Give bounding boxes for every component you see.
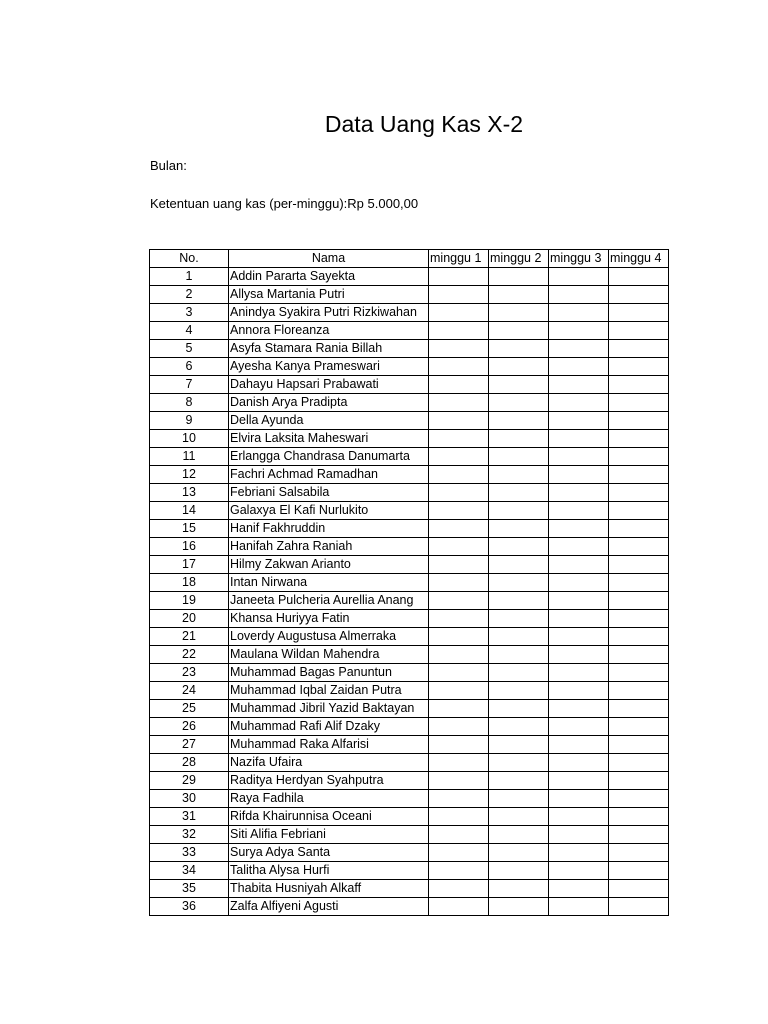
cell-minggu-3[interactable] [549, 304, 609, 322]
table-row [150, 538, 669, 556]
cell-minggu-1[interactable] [429, 268, 489, 286]
cell-minggu-1[interactable] [429, 664, 489, 682]
cell-minggu-3[interactable] [549, 844, 609, 862]
cell-minggu-4[interactable] [609, 322, 669, 340]
cell-no: 5 [150, 340, 229, 358]
cell-minggu-1[interactable] [429, 484, 489, 502]
cell-no: 17 [150, 556, 229, 574]
cell-nama: Hilmy Zakwan Arianto [229, 556, 429, 574]
cell-nama: Muhammad Bagas Panuntun [229, 664, 429, 682]
cell-nama: Maulana Wildan Mahendra [229, 646, 429, 664]
cell-minggu-3[interactable] [549, 880, 609, 898]
cell-minggu-1[interactable] [429, 790, 489, 808]
cell-minggu-3[interactable] [549, 682, 609, 700]
table-row [150, 898, 669, 916]
table-row [150, 844, 669, 862]
cell-nama: Muhammad Iqbal Zaidan Putra [229, 682, 429, 700]
cell-minggu-4[interactable] [609, 772, 669, 790]
cell-minggu-3[interactable] [549, 718, 609, 736]
table-row [150, 826, 669, 844]
cell-no: 32 [150, 826, 229, 844]
cell-no: 23 [150, 664, 229, 682]
cell-minggu-2[interactable] [489, 808, 549, 826]
cell-minggu-1[interactable] [429, 304, 489, 322]
cell-minggu-4[interactable] [609, 628, 669, 646]
cell-minggu-4[interactable] [609, 394, 669, 412]
cell-minggu-1[interactable] [429, 826, 489, 844]
table-row [150, 466, 669, 484]
cell-minggu-2[interactable] [489, 592, 549, 610]
cell-minggu-2[interactable] [489, 502, 549, 520]
kas-table [149, 249, 669, 916]
table-row [150, 628, 669, 646]
cell-minggu-2[interactable] [489, 790, 549, 808]
bulan-label: Bulan: [150, 158, 187, 173]
cell-minggu-4[interactable] [609, 664, 669, 682]
cell-minggu-1[interactable] [429, 466, 489, 484]
cell-minggu-2[interactable] [489, 556, 549, 574]
cell-nama: Asyfa Stamara Rania Billah [229, 340, 429, 358]
cell-minggu-4[interactable] [609, 862, 669, 880]
cell-minggu-2[interactable] [489, 826, 549, 844]
cell-nama: Galaxya El Kafi Nurlukito [229, 502, 429, 520]
cell-minggu-3[interactable] [549, 772, 609, 790]
cell-minggu-2[interactable] [489, 772, 549, 790]
cell-no: 6 [150, 358, 229, 376]
cell-no: 14 [150, 502, 229, 520]
table-row [150, 700, 669, 718]
ketentuan-label: Ketentuan uang kas (per-minggu):Rp 5.000,00 [150, 196, 419, 211]
cell-minggu-1[interactable] [429, 754, 489, 772]
cell-nama: Rifda Khairunnisa Oceani [229, 808, 429, 826]
cell-no: 1 [150, 268, 229, 286]
table-row [150, 556, 669, 574]
cell-minggu-2[interactable] [489, 466, 549, 484]
cell-minggu-1[interactable] [429, 700, 489, 718]
cell-minggu-1[interactable] [429, 628, 489, 646]
cell-minggu-3[interactable] [549, 502, 609, 520]
cell-minggu-3[interactable] [549, 646, 609, 664]
cell-minggu-1[interactable] [429, 736, 489, 754]
cell-minggu-1[interactable] [429, 772, 489, 790]
table-row [150, 430, 669, 448]
cell-no: 26 [150, 718, 229, 736]
cell-minggu-4[interactable] [609, 646, 669, 664]
cell-minggu-4[interactable] [609, 358, 669, 376]
cell-minggu-2[interactable] [489, 340, 549, 358]
cell-minggu-4[interactable] [609, 592, 669, 610]
cell-no: 35 [150, 880, 229, 898]
cell-no: 3 [150, 304, 229, 322]
cell-nama: Zalfa Alfiyeni Agusti [229, 898, 429, 916]
cell-no: 31 [150, 808, 229, 826]
header-minggu-1: minggu 1 [429, 250, 489, 268]
cell-no: 19 [150, 592, 229, 610]
cell-no: 21 [150, 628, 229, 646]
cell-minggu-1[interactable] [429, 376, 489, 394]
cell-nama: Hanif Fakhruddin [229, 520, 429, 538]
cell-minggu-3[interactable] [549, 808, 609, 826]
cell-minggu-2[interactable] [489, 754, 549, 772]
cell-minggu-2[interactable] [489, 286, 549, 304]
cell-no: 9 [150, 412, 229, 430]
table-row [150, 880, 669, 898]
cell-no: 16 [150, 538, 229, 556]
cell-minggu-3[interactable] [549, 268, 609, 286]
cell-minggu-2[interactable] [489, 844, 549, 862]
cell-minggu-3[interactable] [549, 466, 609, 484]
cell-no: 22 [150, 646, 229, 664]
cell-minggu-2[interactable] [489, 736, 549, 754]
cell-no: 20 [150, 610, 229, 628]
cell-minggu-2[interactable] [489, 862, 549, 880]
cell-no: 2 [150, 286, 229, 304]
cell-nama: Nazifa Ufaira [229, 754, 429, 772]
table-row [150, 610, 669, 628]
cell-minggu-1[interactable] [429, 592, 489, 610]
cell-minggu-2[interactable] [489, 700, 549, 718]
table-row [150, 484, 669, 502]
header-nama: Nama [229, 250, 429, 268]
cell-minggu-1[interactable] [429, 898, 489, 916]
cell-minggu-2[interactable] [489, 682, 549, 700]
table-row [150, 736, 669, 754]
cell-minggu-3[interactable] [549, 610, 609, 628]
cell-minggu-4[interactable] [609, 340, 669, 358]
cell-minggu-4[interactable] [609, 574, 669, 592]
cell-minggu-1[interactable] [429, 394, 489, 412]
table-row [150, 340, 669, 358]
cell-minggu-3[interactable] [549, 826, 609, 844]
cell-minggu-2[interactable] [489, 898, 549, 916]
cell-minggu-4[interactable] [609, 880, 669, 898]
table-row [150, 322, 669, 340]
cell-minggu-2[interactable] [489, 718, 549, 736]
table-row [150, 412, 669, 430]
table-row [150, 502, 669, 520]
cell-nama: Raya Fadhila [229, 790, 429, 808]
cell-minggu-3[interactable] [549, 628, 609, 646]
cell-no: 15 [150, 520, 229, 538]
cell-minggu-1[interactable] [429, 862, 489, 880]
cell-nama: Janeeta Pulcheria Aurellia Anang [229, 592, 429, 610]
cell-no: 30 [150, 790, 229, 808]
cell-minggu-3[interactable] [549, 358, 609, 376]
table-row [150, 754, 669, 772]
table-row [150, 358, 669, 376]
cell-minggu-2[interactable] [489, 430, 549, 448]
cell-minggu-4[interactable] [609, 502, 669, 520]
cell-minggu-1[interactable] [429, 844, 489, 862]
cell-nama: Addin Pararta Sayekta [229, 268, 429, 286]
cell-minggu-3[interactable] [549, 412, 609, 430]
cell-nama: Muhammad Jibril Yazid Baktayan [229, 700, 429, 718]
cell-nama: Siti Alifia Febriani [229, 826, 429, 844]
cell-minggu-1[interactable] [429, 412, 489, 430]
cell-minggu-1[interactable] [429, 340, 489, 358]
cell-minggu-1[interactable] [429, 520, 489, 538]
cell-nama: Raditya Herdyan Syahputra [229, 772, 429, 790]
cell-minggu-2[interactable] [489, 628, 549, 646]
cell-minggu-3[interactable] [549, 862, 609, 880]
cell-minggu-1[interactable] [429, 358, 489, 376]
cell-no: 25 [150, 700, 229, 718]
cell-minggu-4[interactable] [609, 466, 669, 484]
cell-minggu-4[interactable] [609, 700, 669, 718]
cell-no: 10 [150, 430, 229, 448]
table-row [150, 646, 669, 664]
cell-nama: Intan Nirwana [229, 574, 429, 592]
cell-minggu-4[interactable] [609, 718, 669, 736]
cell-no: 33 [150, 844, 229, 862]
cell-minggu-3[interactable] [549, 448, 609, 466]
cell-minggu-3[interactable] [549, 430, 609, 448]
cell-minggu-4[interactable] [609, 538, 669, 556]
cell-minggu-4[interactable] [609, 520, 669, 538]
cell-minggu-2[interactable] [489, 394, 549, 412]
cell-nama: Muhammad Rafi Alif Dzaky [229, 718, 429, 736]
cell-no: 34 [150, 862, 229, 880]
cell-minggu-1[interactable] [429, 286, 489, 304]
cell-minggu-2[interactable] [489, 322, 549, 340]
cell-nama: Febriani Salsabila [229, 484, 429, 502]
cell-minggu-2[interactable] [489, 538, 549, 556]
cell-minggu-4[interactable] [609, 268, 669, 286]
cell-no: 36 [150, 898, 229, 916]
cell-no: 13 [150, 484, 229, 502]
cell-no: 24 [150, 682, 229, 700]
cell-minggu-2[interactable] [489, 520, 549, 538]
cell-nama: Della Ayunda [229, 412, 429, 430]
header-minggu-3: minggu 3 [549, 250, 609, 268]
cell-no: 29 [150, 772, 229, 790]
cell-minggu-4[interactable] [609, 376, 669, 394]
cell-minggu-1[interactable] [429, 574, 489, 592]
cell-minggu-4[interactable] [609, 286, 669, 304]
cell-nama: Danish Arya Pradipta [229, 394, 429, 412]
cell-minggu-2[interactable] [489, 664, 549, 682]
cell-nama: Dahayu Hapsari Prabawati [229, 376, 429, 394]
cell-nama: Thabita Husniyah Alkaff [229, 880, 429, 898]
cell-minggu-1[interactable] [429, 880, 489, 898]
cell-minggu-2[interactable] [489, 358, 549, 376]
cell-minggu-3[interactable] [549, 286, 609, 304]
cell-no: 7 [150, 376, 229, 394]
cell-minggu-3[interactable] [549, 538, 609, 556]
cell-minggu-3[interactable] [549, 556, 609, 574]
cell-minggu-4[interactable] [609, 844, 669, 862]
cell-no: 12 [150, 466, 229, 484]
cell-minggu-2[interactable] [489, 448, 549, 466]
cell-minggu-2[interactable] [489, 412, 549, 430]
cell-nama: Surya Adya Santa [229, 844, 429, 862]
cell-minggu-1[interactable] [429, 682, 489, 700]
cell-nama: Anindya Syakira Putri Rizkiwahan [229, 304, 429, 322]
cell-nama: Allysa Martania Putri [229, 286, 429, 304]
table-row [150, 664, 669, 682]
cell-nama: Fachri Achmad Ramadhan [229, 466, 429, 484]
header-minggu-4: minggu 4 [609, 250, 669, 268]
cell-minggu-4[interactable] [609, 736, 669, 754]
cell-minggu-1[interactable] [429, 430, 489, 448]
table-row [150, 448, 669, 466]
cell-minggu-2[interactable] [489, 304, 549, 322]
table-row [150, 394, 669, 412]
cell-minggu-2[interactable] [489, 646, 549, 664]
cell-minggu-3[interactable] [549, 574, 609, 592]
cell-minggu-2[interactable] [489, 484, 549, 502]
cell-minggu-4[interactable] [609, 448, 669, 466]
cell-nama: Loverdy Augustusa Almerraka [229, 628, 429, 646]
cell-minggu-3[interactable] [549, 340, 609, 358]
cell-minggu-1[interactable] [429, 808, 489, 826]
cell-minggu-1[interactable] [429, 718, 489, 736]
table-row [150, 682, 669, 700]
table-row [150, 592, 669, 610]
cell-nama: Elvira Laksita Maheswari [229, 430, 429, 448]
cell-minggu-4[interactable] [609, 682, 669, 700]
table-row [150, 268, 669, 286]
cell-minggu-3[interactable] [549, 520, 609, 538]
table-row [150, 574, 669, 592]
cell-minggu-3[interactable] [549, 790, 609, 808]
cell-nama: Hanifah Zahra Raniah [229, 538, 429, 556]
table-row [150, 772, 669, 790]
table-row [150, 286, 669, 304]
cell-minggu-3[interactable] [549, 592, 609, 610]
cell-minggu-1[interactable] [429, 322, 489, 340]
cell-minggu-4[interactable] [609, 790, 669, 808]
cell-nama: Annora Floreanza [229, 322, 429, 340]
cell-minggu-1[interactable] [429, 556, 489, 574]
header-minggu-2: minggu 2 [489, 250, 549, 268]
cell-minggu-3[interactable] [549, 736, 609, 754]
cell-nama: Erlangga Chandrasa Danumarta [229, 448, 429, 466]
document-title: Data Uang Kas X-2 [324, 111, 524, 137]
cell-minggu-4[interactable] [609, 610, 669, 628]
cell-minggu-2[interactable] [489, 574, 549, 592]
table-row [150, 718, 669, 736]
cell-minggu-4[interactable] [609, 754, 669, 772]
cell-minggu-2[interactable] [489, 880, 549, 898]
cell-no: 28 [150, 754, 229, 772]
table-row [150, 376, 669, 394]
cell-minggu-3[interactable] [549, 484, 609, 502]
cell-minggu-1[interactable] [429, 502, 489, 520]
cell-minggu-1[interactable] [429, 448, 489, 466]
cell-no: 11 [150, 448, 229, 466]
cell-minggu-4[interactable] [609, 484, 669, 502]
cell-minggu-4[interactable] [609, 556, 669, 574]
cell-minggu-4[interactable] [609, 826, 669, 844]
table-row [150, 808, 669, 826]
cell-minggu-4[interactable] [609, 898, 669, 916]
cell-no: 27 [150, 736, 229, 754]
header-no: No. [150, 250, 229, 268]
cell-nama: Talitha Alysa Hurfi [229, 862, 429, 880]
table-row [150, 790, 669, 808]
cell-nama: Muhammad Raka Alfarisi [229, 736, 429, 754]
cell-nama: Ayesha Kanya Prameswari [229, 358, 429, 376]
cell-minggu-3[interactable] [549, 322, 609, 340]
cell-minggu-3[interactable] [549, 700, 609, 718]
cell-minggu-2[interactable] [489, 610, 549, 628]
cell-minggu-4[interactable] [609, 430, 669, 448]
cell-minggu-3[interactable] [549, 898, 609, 916]
cell-minggu-1[interactable] [429, 538, 489, 556]
table-row [150, 304, 669, 322]
cell-minggu-3[interactable] [549, 754, 609, 772]
cell-minggu-3[interactable] [549, 394, 609, 412]
cell-no: 8 [150, 394, 229, 412]
cell-minggu-1[interactable] [429, 610, 489, 628]
cell-nama: Khansa Huriyya Fatin [229, 610, 429, 628]
cell-minggu-1[interactable] [429, 646, 489, 664]
cell-minggu-4[interactable] [609, 304, 669, 322]
table-row [150, 520, 669, 538]
cell-minggu-2[interactable] [489, 376, 549, 394]
table-header-row [150, 250, 669, 268]
table-row [150, 862, 669, 880]
cell-no: 4 [150, 322, 229, 340]
cell-minggu-4[interactable] [609, 412, 669, 430]
cell-minggu-4[interactable] [609, 808, 669, 826]
cell-no: 18 [150, 574, 229, 592]
cell-minggu-3[interactable] [549, 376, 609, 394]
cell-minggu-2[interactable] [489, 268, 549, 286]
cell-minggu-3[interactable] [549, 664, 609, 682]
